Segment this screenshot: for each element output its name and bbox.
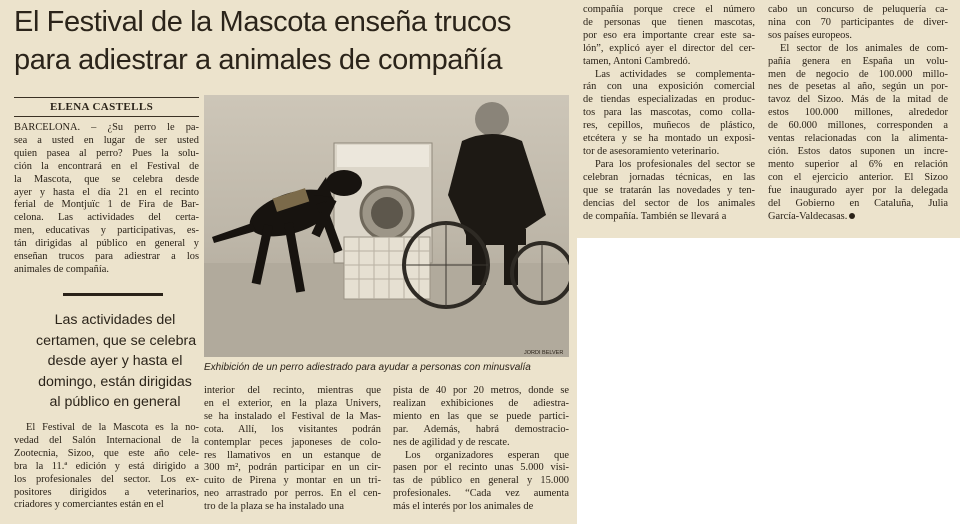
article-text-line: la Mascota, que se celebra desde (14, 173, 199, 185)
article-text-line: en el exterior, en la plaza Univers, (204, 397, 381, 409)
article-text-line: positores dirigidos a veterinarios, (14, 486, 199, 498)
article-text-line: Los organizadores esperan que (405, 449, 569, 461)
article-text-line: tor de asesoramiento veterinario. (583, 145, 720, 157)
photo-caption: Exhibición de un perro adiestrado para ayudar a personas con minusvalía (204, 362, 531, 373)
article-text-line: dencias del sector de los animales (583, 197, 755, 209)
column-1-intro (14, 122, 199, 282)
article-text-line: lón”, explicó ayer el director del cer- (583, 42, 755, 54)
article-text-line: cota. Allí, los visitantes podrán (204, 423, 381, 435)
photo-illustration (204, 95, 569, 357)
pullquote-rule (63, 293, 163, 296)
article-text-line: 300 m², podrán participar en un cir- (204, 462, 381, 474)
article-text-line: ferial de Montjuïc 1 de Fira de Bar- (14, 199, 199, 211)
column-3-bottom (393, 385, 569, 523)
article-text-line: ción la encontrará en el Festival de (14, 160, 199, 172)
article-text-line: profesionales. “Cada vez aumenta (393, 488, 569, 500)
column-2 (204, 385, 381, 523)
article-text-line: los profesionales del sector. Los ex- (14, 473, 199, 485)
headline (14, 3, 569, 79)
article-text-line: animales de compañía. (14, 263, 109, 275)
article-text-line: El Festival de la Mascota es la no- (26, 422, 199, 433)
pullquote (36, 310, 197, 413)
article-text-line: pista de 40 por 20 metros, donde se (393, 385, 569, 396)
article-text-line: compañía porque crece el número (583, 4, 755, 15)
article-text-line: pañía genera en España un volu- (768, 55, 948, 67)
pullquote-line: desde ayer y hasta el (47, 353, 183, 370)
article-text-line: García-Valdecasas. (768, 210, 848, 222)
article-text-line: men, educativas y participativas, es- (14, 225, 199, 237)
article-text-line: vedad del Salón Internacional de la (14, 434, 199, 446)
article-text-line: nina con 70 participantes de diver- (768, 16, 948, 28)
article-text-line: celona. Las actividades del certa- (14, 212, 199, 224)
article-text-line: quien pasea al perro? Pues la solu- (14, 147, 199, 159)
article-text-line: miento en las que se puede partici- (393, 410, 569, 422)
pullquote-line: Las actividades del (54, 312, 176, 328)
article-text-line: tas de público en general y 15.000 (393, 475, 569, 487)
photo-guide-dog-wheelchair (204, 95, 569, 357)
byline-rule-top (14, 97, 199, 98)
column-1-continuation (14, 422, 199, 522)
article-text-line: ción. Estos datos suponen un incre- (768, 145, 948, 157)
article-text-line: sea a usted en lugar de ser usted (14, 134, 199, 146)
article-text-line: res, cepillos, muñecos de plástico, (583, 120, 755, 132)
article-text-line: tán dirigidas al público en general y (14, 238, 199, 250)
article-text-line: nes de pesetas al año, según un por- (768, 81, 948, 93)
article-text-line: ventas relacionadas con la alimenta- (768, 133, 948, 145)
column-3-top (583, 4, 755, 236)
pullquote-line: certamen, que se celebra (36, 332, 197, 349)
article-text-line: res llamativos en un estanque de (204, 449, 381, 461)
article-text-line: nes de agilidad y de rescate. (393, 436, 510, 448)
article-text-line: estos 100.000 millones, alrededor (768, 107, 948, 119)
article-text-line: mento superior al 6% en relación (768, 158, 948, 170)
article-text-line: con el ejercicio anterior. El Sizoo (768, 171, 948, 183)
column-4 (768, 4, 948, 236)
article-text-line: men de negocio de 100.000 millo- (768, 68, 948, 80)
article-text-line: enseñan trucos para adiestrar a los (14, 251, 199, 263)
article-text-line: criadores y comerciantes están en el (14, 499, 164, 511)
article-text-line: tos para las mascotas, como colla- (583, 107, 755, 119)
article-text-line: neo arrastrado por perros. En el cen- (204, 488, 381, 500)
end-of-article-mark (849, 213, 855, 219)
article-text-line: se ha instalado el Festival de la Mas- (204, 410, 381, 422)
article-text-line: cabo un concurso de peluquería ca- (768, 4, 948, 15)
article-text-line: sos países europeos. (768, 29, 852, 41)
article-text-line: ayer y hasta el día 21 en el recinto (14, 186, 199, 198)
article-text-line: tro de la plaza se ha instalado una (204, 501, 344, 513)
article-text-line: del Gobierno en Cataluña, Julia (768, 197, 948, 209)
article-text-line: cuito de Pirena y montar en un tri- (204, 475, 381, 487)
article-text-line: Las actividades se complementa- (595, 68, 755, 80)
article-text-line: bra la 11.ª edición y está dirigido a (14, 460, 199, 472)
byline-rule-bottom (14, 116, 199, 117)
article-text-line: Zootecnia, Sizoo, que este año cele- (14, 447, 199, 459)
article-text-line: de personas que tienen mascotas, (583, 16, 755, 28)
article-text-line: Para los profesionales del sector se (595, 158, 755, 170)
article-text-line: BARCELONA. – ¿Su perro le pa- (14, 122, 199, 133)
article-text-line: fue inaugurado ayer por la delegada (768, 184, 948, 196)
laundry-basket (344, 237, 430, 299)
article-text-line: pasen por el recinto unas 5.000 visi- (393, 462, 569, 474)
article-text-line: celebran jornadas técnicas, en las (583, 171, 755, 183)
article-text-line: rán con una exposición comercial (583, 81, 755, 93)
article-text-line: por eso era importante crear este sa- (583, 29, 755, 41)
article-text-line: más el interés por los animales de (393, 501, 534, 513)
article-text-line: de 60.000 millones, corresponden a (768, 120, 948, 132)
byline: ELENA CASTELLS (50, 101, 154, 113)
article-text-line: par. Además, habrá demostracio- (393, 423, 569, 435)
article-text-line: tavoz del Sizoo. Más de la mitad de (768, 94, 948, 106)
article-text-line: interior del recinto, mientras que (204, 385, 381, 396)
pullquote-line: domingo, están dirigidas (38, 373, 192, 390)
article-text-line: contemplar peces japoneses de colo- (204, 436, 381, 448)
article-text-line: etcétera y se ha montado un exposi- (583, 133, 755, 145)
article-text-line: tamen, Antoni Cambredó. (583, 55, 691, 67)
photo-credit: JORDI BELVER (524, 350, 564, 356)
article-text-line: de tiendas especializadas en produc- (583, 94, 755, 106)
article-text-line: que se tratarán las novedades y ten- (583, 184, 755, 196)
article-text-line: de compañía. También se llevará a (583, 210, 727, 222)
headline-line-2: para adiestrar a animales de compañía (14, 44, 503, 76)
article-text-line: realizan exhibiciones de adiestra- (393, 397, 569, 409)
headline-line-1: El Festival de la Mascota enseña trucos (14, 6, 511, 38)
article-text-line: El sector de los animales de com- (780, 42, 948, 54)
pullquote-line: al público en general (49, 394, 181, 411)
